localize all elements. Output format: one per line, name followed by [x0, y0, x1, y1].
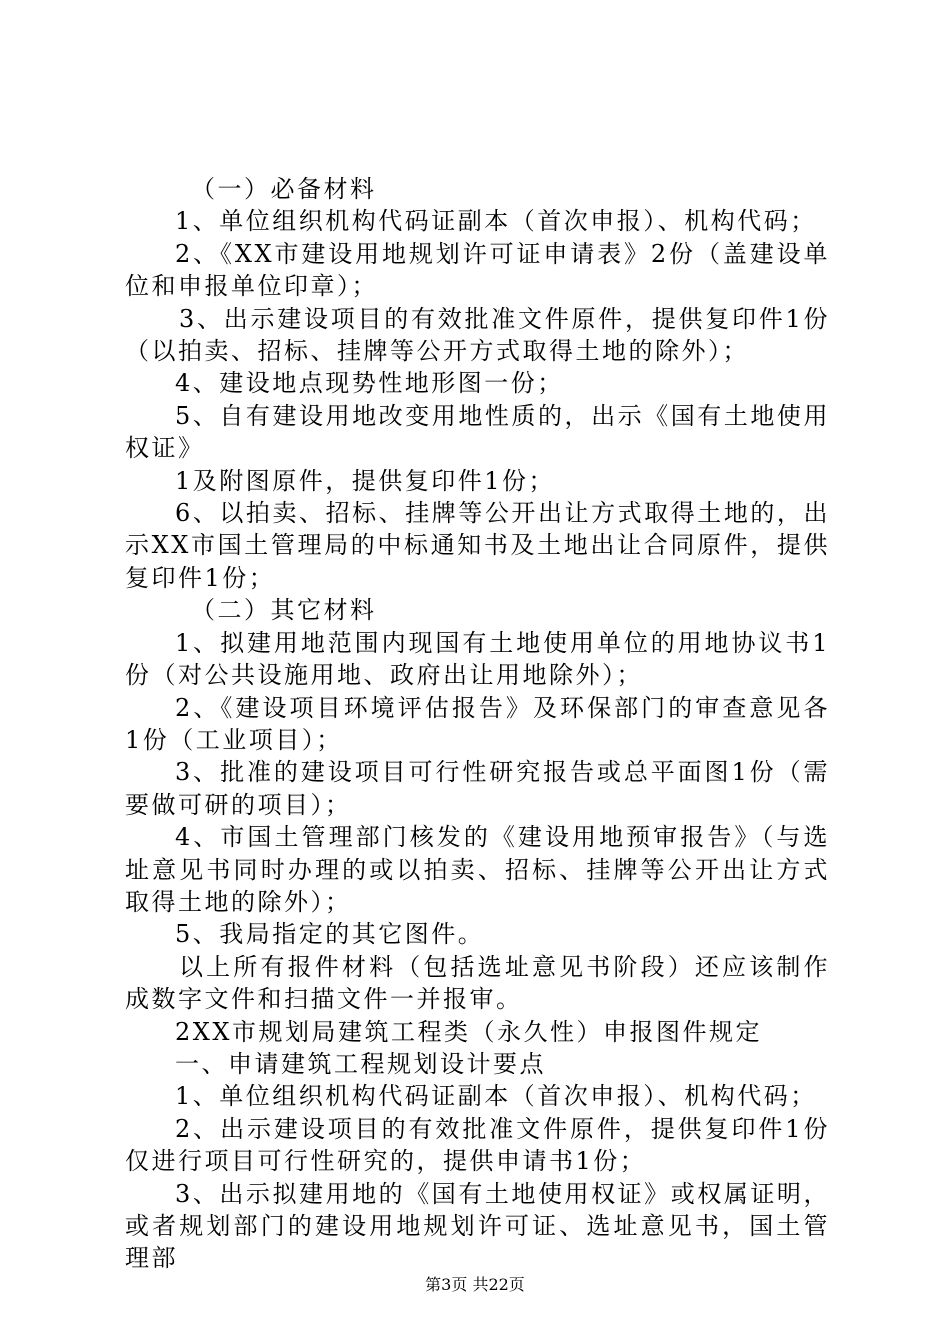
paragraph: 1、单位组织机构代码证副本（首次申报）、机构代码； [175, 207, 817, 236]
paragraph: 1、单位组织机构代码证副本（首次申报）、机构代码； [175, 1082, 817, 1111]
paragraph: （一）必备材料 [191, 175, 377, 203]
paragraph: 3、出示拟建用地的《国有土地使用权证》或权属证明，或者规划部门的建设用地规划许可证、选址意见书，国土管理部 [125, 1179, 830, 1273]
paragraph: 5、自有建设用地改变用地性质的，出示《国有土地使用权证》 [125, 401, 830, 463]
paragraph: 2、《建设项目环境评估报告》及环保部门的审查意见各1份（工业项目）； [125, 693, 830, 754]
document-body [125, 173, 830, 1275]
paragraph: 4、市国土管理部门核发的《建设用地预审报告》（与选址意见书同时办理的或以拍卖、招标、挂牌等公开出让方式取得土地的除外）； [125, 823, 830, 916]
paragraph: （二）其它材料 [191, 596, 377, 625]
paragraph: 6、以拍卖、招标、挂牌等公开出让方式取得土地的，出示XX市国土管理局的中标通知书及土地出让合同原件，提供复印件1份； [125, 499, 830, 592]
paragraph: 3、出示建设项目的有效批准文件原件，提供复印件1份（以拍卖、招标、挂牌等公开方式取得土地的除外）； [125, 304, 830, 366]
paragraph: 2XX市规划局建筑工程类（永久性）申报图件规定 [175, 1017, 762, 1046]
paragraph: 以上所有报件材料（包括选址意见书阶段）还应该制作成数字文件和扫描文件一并报审。 [125, 952, 830, 1014]
paragraph: 3、批准的建设项目可行性研究报告或总平面图1份（需要做可研的项目）； [125, 758, 830, 819]
paragraph: 5、我局指定的其它图件。 [175, 920, 485, 949]
paragraph: 1、拟建用地范围内现国有土地使用单位的用地协议书1份（对公共设施用地、政府出让用地除外）； [125, 628, 830, 690]
paragraph: 1及附图原件，提供复印件1份； [175, 466, 556, 495]
paragraph: 2、出示建设项目的有效批准文件原件，提供复印件1份仅进行项目可行性研究的，提供申请书1份； [125, 1114, 830, 1176]
paragraph: 2、《XX市建设用地规划许可证申请表》2份（盖建设单位和申报单位印章）； [125, 239, 830, 301]
paragraph: 4、建设地点现势性地形图一份； [175, 369, 564, 398]
paragraph: 一、申请建筑工程规划设计要点 [175, 1049, 546, 1078]
page-footer: 第3页 共22页 [425, 1275, 525, 1294]
